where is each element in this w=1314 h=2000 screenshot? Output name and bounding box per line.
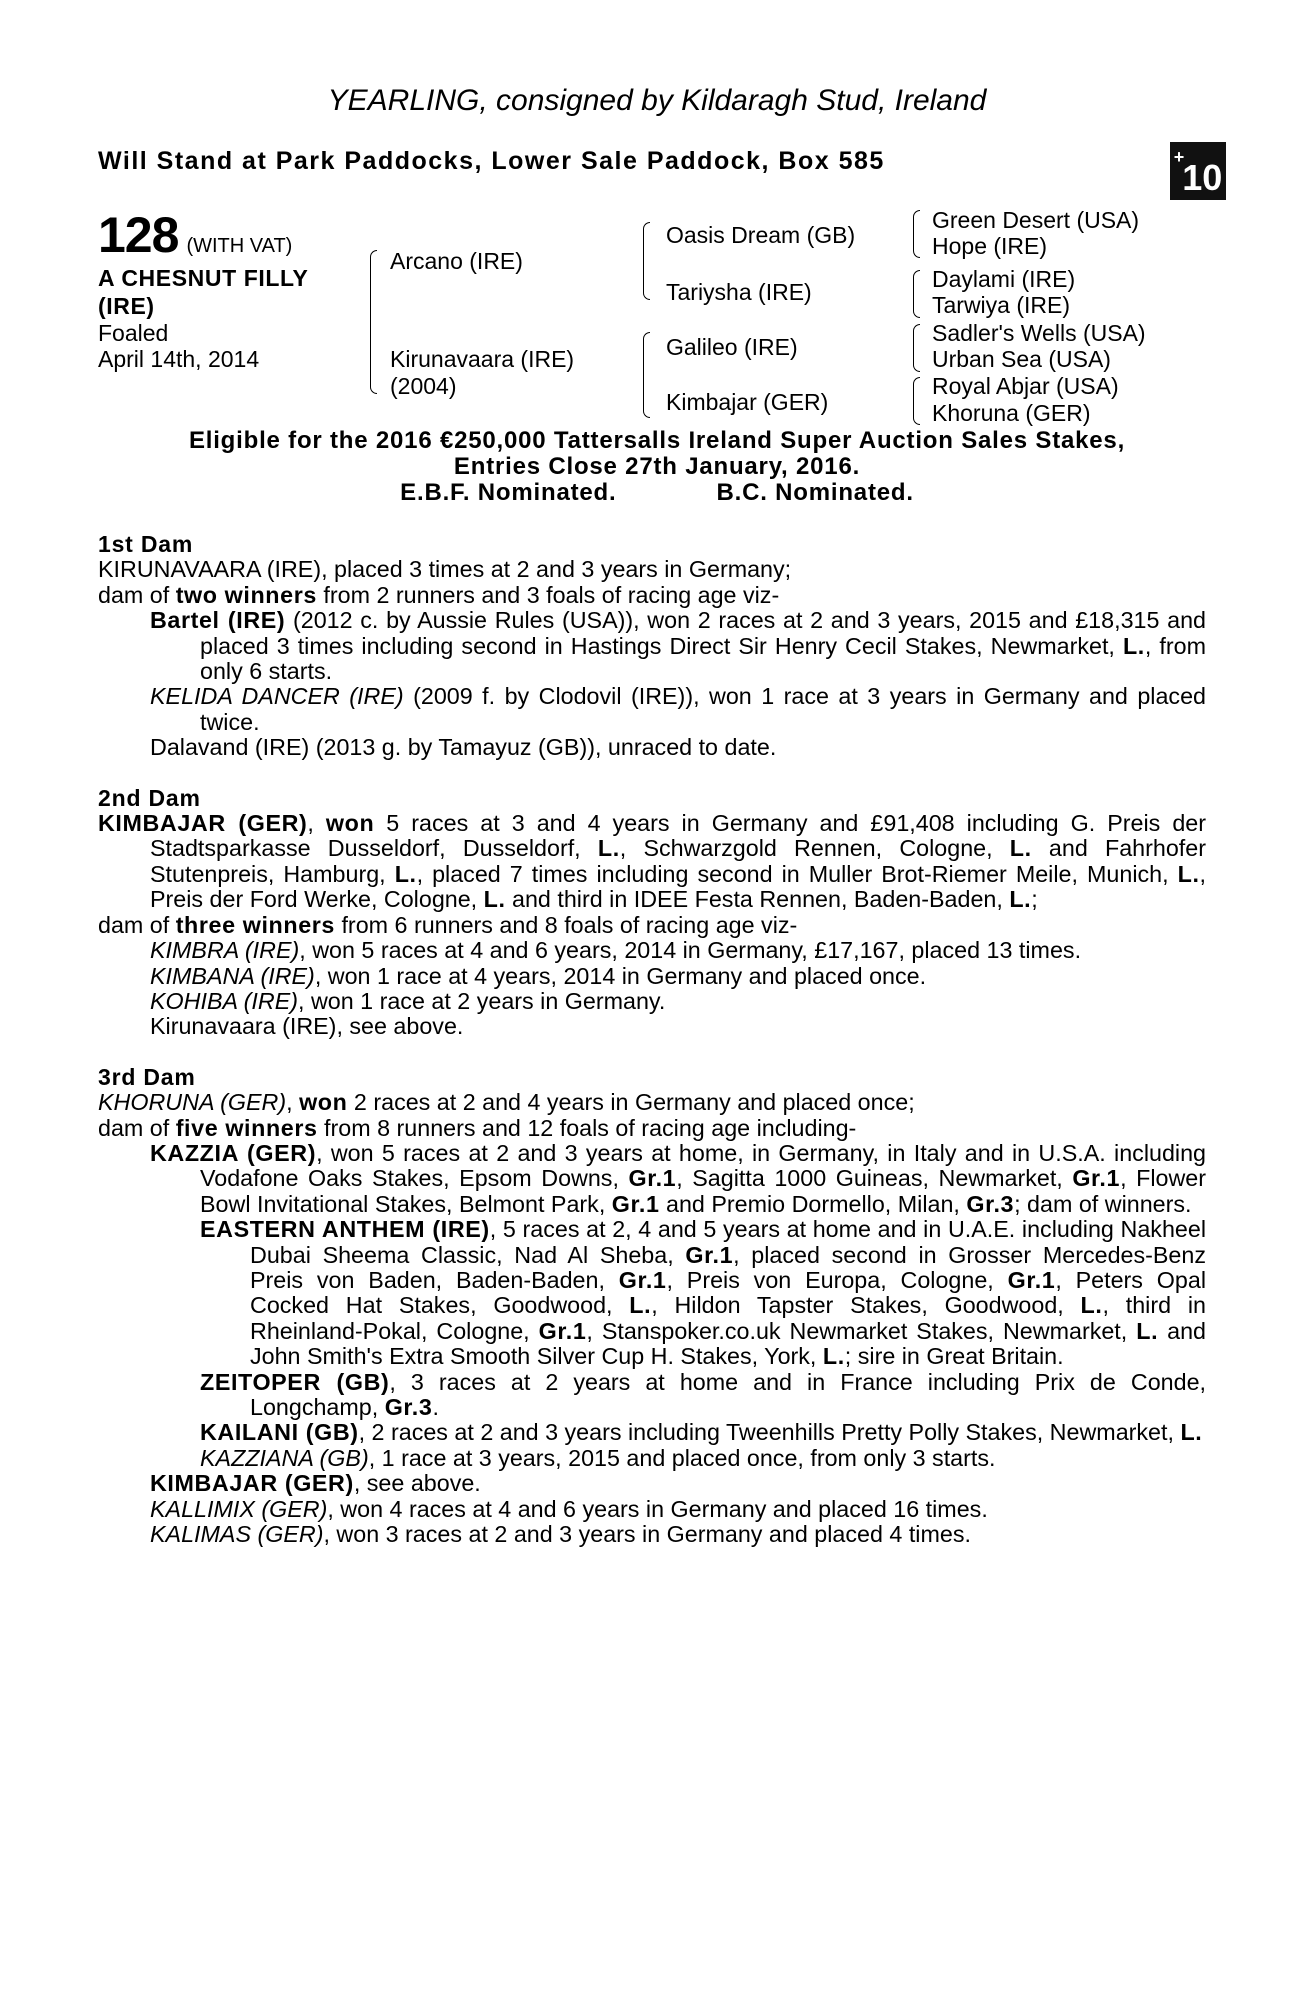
bc-nominated: B.C. Nominated. xyxy=(716,479,914,506)
produce-kazzia xyxy=(98,1141,1206,1217)
text: , placed 7 times including second in Muller Brot-Riemer Meile, Munich, xyxy=(416,860,1178,887)
text: . xyxy=(432,1394,439,1420)
pedigree-brace-ss xyxy=(913,210,920,258)
group1-mark: Gr.1 xyxy=(618,1266,667,1293)
horse-name: KAILANI (GB) xyxy=(200,1419,359,1446)
text: , third in Rheinland-Pokal, Cologne, xyxy=(250,1292,1206,1344)
horse-name: KALIMAS (GER) xyxy=(150,1521,324,1548)
listed-mark: L. xyxy=(483,886,506,913)
text: and John Smith's Extra Smooth Silver Cup H. Stakes, York, xyxy=(250,1317,1206,1370)
pedigree-sire-dam: Tariysha (IRE) xyxy=(666,279,812,305)
listed-mark: L. xyxy=(394,860,417,887)
pedigree-ddd: Khoruna (GER) xyxy=(932,400,1091,426)
group1-mark: Gr.1 xyxy=(538,1317,587,1344)
produce-kallimix xyxy=(98,1497,1206,1522)
horse-name: KIMBAJAR (GER) xyxy=(150,1470,354,1497)
text: dam of xyxy=(98,581,176,608)
third-dam-produce-summary xyxy=(98,1116,1206,1141)
text: , won 1 race at 2 years in Germany. xyxy=(298,987,666,1014)
first-dam-produce-summary xyxy=(98,583,1206,608)
produce-kazziana xyxy=(98,1446,1206,1471)
text: , Preis von Europa, Cologne, xyxy=(666,1266,1008,1293)
second-dam-record xyxy=(98,811,1206,913)
ebf-nominated: E.B.F. Nominated. xyxy=(400,479,617,506)
first-dam-heading: 1st Dam xyxy=(98,531,194,557)
text: 2 races at 2 and 4 years in Germany and placed once; xyxy=(347,1089,915,1116)
listed-mark: L. xyxy=(1180,1419,1203,1446)
horse-name: Bartel (IRE) xyxy=(150,607,286,634)
winners-count: three winners xyxy=(175,911,335,938)
foaled-info xyxy=(98,320,259,372)
text: dam of xyxy=(98,911,176,938)
pedigree-brace-ds xyxy=(913,324,920,372)
lot-number: 128 xyxy=(98,207,179,263)
text: , xyxy=(286,1089,300,1116)
listed-mark: L. xyxy=(1136,1317,1159,1344)
text: from 8 runners and 12 foals of racing age including- xyxy=(317,1114,857,1141)
group1-mark: Gr.1 xyxy=(685,1241,734,1268)
text: from 6 runners and 8 foals of racing age viz- xyxy=(334,911,798,938)
text: dam of xyxy=(98,1114,176,1141)
text: , won 1 race at 4 years, 2014 in Germany and placed once. xyxy=(314,962,927,989)
pedigree-dam: Kirunavaara (IRE) xyxy=(390,346,575,372)
text: (2009 f. by Clodovil (IRE)), won 1 race at 3 years in Germany and placed twice. xyxy=(200,683,1206,735)
produce-kalimas xyxy=(98,1522,1206,1547)
eligibility-line1: Eligible for the 2016 €250,000 Tattersalls Ireland Super Auction Sales Stakes, xyxy=(188,427,1126,454)
text: , Preis der Ford Werke, Cologne, xyxy=(150,860,1206,913)
text: ; sire in Great Britain. xyxy=(844,1343,1064,1370)
text: , won 3 races at 2 and 3 years in Germany and placed 4 times. xyxy=(323,1521,971,1548)
produce-kirunavaara: Kirunavaara (IRE), see above. xyxy=(150,1013,464,1040)
text: , 1 race at 3 years, 2015 and placed once, from only 3 starts. xyxy=(368,1444,996,1471)
text: ; dam of winners. xyxy=(1014,1190,1192,1217)
listed-mark: L. xyxy=(1122,632,1145,659)
horse-name: KIMBRA (IRE) xyxy=(150,937,300,964)
group1-mark: Gr.1 xyxy=(611,1190,660,1217)
horse-name: KOHIBA (IRE) xyxy=(150,987,298,1014)
listed-mark: L. xyxy=(597,835,620,862)
text: and third in IDEE Festa Rennen, Baden-Baden, xyxy=(505,886,1010,913)
text: , 3 races at 2 years at home and in France including Prix de Conde, Longchamp, xyxy=(250,1368,1206,1420)
text: , Flower Bowl Invitational Stakes, Belmont Park, xyxy=(200,1165,1206,1217)
horse-name: KIMBANA (IRE) xyxy=(150,962,315,989)
text: and Premio Dormello, Milan, xyxy=(659,1190,967,1217)
pedigree-sds: Daylami (IRE) xyxy=(932,266,1076,292)
text: , Hildon Tapster Stakes, Goodwood, xyxy=(651,1292,1081,1319)
foaled-label: Foaled xyxy=(98,320,169,346)
text: , 5 races at 2, 4 and 5 years at home and in U.A.E. including Nakheel Dubai Sheema Classic, Nad Al Sheba, xyxy=(250,1216,1206,1268)
group1-mark: Gr.1 xyxy=(1007,1266,1056,1293)
listed-mark: L. xyxy=(822,1343,845,1370)
lot-title-line2: (IRE) xyxy=(98,293,155,319)
text: 5 races at 3 and 4 years in Germany and £91,408 including G. Preis der Stadtsparkasse Dusseldorf, Dusseldorf, xyxy=(150,810,1206,862)
pedigree-dds: Royal Abjar (USA) xyxy=(932,373,1119,399)
produce-kelida-dancer xyxy=(98,684,1206,735)
produce-kailani xyxy=(98,1420,1206,1445)
listed-mark: L. xyxy=(1177,860,1200,887)
pedigree-ssd: Hope (IRE) xyxy=(932,233,1048,259)
foaled-date: April 14th, 2014 xyxy=(98,346,260,372)
text: , Sagitta 1000 Guineas, Newmarket, xyxy=(676,1165,1073,1192)
produce-eastern-anthem xyxy=(98,1217,1206,1369)
produce-kimbra xyxy=(98,938,1206,963)
produce-kimbajar xyxy=(98,1471,1206,1496)
group1-mark: Gr.1 xyxy=(1072,1165,1121,1192)
listed-mark: L. xyxy=(1080,1292,1103,1319)
eligibility-block xyxy=(0,428,1314,506)
horse-name: EASTERN ANTHEM (IRE) xyxy=(200,1216,490,1243)
pedigree-dam-sire: Galileo (IRE) xyxy=(666,334,798,360)
third-dam-heading: 3rd Dam xyxy=(98,1063,196,1090)
text: , from only 6 starts. xyxy=(200,632,1206,685)
second-dam-heading: 2nd Dam xyxy=(98,784,201,811)
listed-mark: L. xyxy=(1009,835,1032,862)
text: , placed second in Grosser Mercedes-Benz Preis von Baden, Baden-Baden, xyxy=(250,1241,1206,1293)
plus-ten-badge xyxy=(1170,142,1226,200)
listed-mark: L. xyxy=(1009,886,1032,913)
text: ; xyxy=(1031,886,1038,913)
text: , won 5 races at 4 and 6 years, 2014 in Germany, £17,167, placed 13 times. xyxy=(299,937,1082,964)
pedigree-brace-dam xyxy=(643,332,650,418)
won-label: won xyxy=(299,1089,348,1116)
text: and Fahrhofer Stutenpreis, Hamburg, xyxy=(150,835,1206,887)
produce-kohiba xyxy=(98,989,1206,1014)
text: , 2 races at 2 and 3 years including Tweenhills Pretty Polly Stakes, Newmarket, xyxy=(358,1419,1181,1446)
horse-name: KHORUNA (GER) xyxy=(98,1089,287,1116)
lot-title-line1: A CHESNUT FILLY xyxy=(98,265,309,291)
nominations xyxy=(0,480,1314,506)
horse-name: KAZZIA (GER) xyxy=(150,1139,317,1166)
text: , won 5 races at 2 and 3 years at home, in Germany, in Italy and in U.S.A. including Vodafone Oaks Stakes, Epsom Downs, xyxy=(200,1139,1206,1192)
pedigree-dss: Sadler's Wells (USA) xyxy=(932,320,1146,346)
text: , xyxy=(307,810,326,837)
catalogue-body xyxy=(98,532,1206,1547)
text: from 2 runners and 3 foals of racing age viz- xyxy=(316,581,780,608)
pedigree-sire-sire: Oasis Dream (GB) xyxy=(666,222,856,248)
text: , Stanspoker.co.uk Newmarket Stakes, Newmarket, xyxy=(586,1317,1137,1344)
pedigree-sdd: Tarwiya (IRE) xyxy=(932,292,1071,318)
won-label: won xyxy=(325,810,375,837)
page-subtitle: YEARLING, consigned by Kildaragh Stud, Ireland xyxy=(327,84,987,117)
pedigree-brace-dd xyxy=(913,377,920,425)
produce-zeitoper xyxy=(98,1370,1206,1421)
text: , won 4 races at 4 and 6 years in Germany and placed 16 times. xyxy=(327,1495,988,1522)
eligibility-line2: Entries Close 27th January, 2016. xyxy=(453,453,861,480)
group3-mark: Gr.3 xyxy=(384,1394,433,1420)
badge-number: 10 xyxy=(1182,157,1223,198)
winners-count: two winners xyxy=(175,581,317,608)
group3-mark: Gr.3 xyxy=(966,1190,1015,1217)
horse-name: ZEITOPER (GB) xyxy=(200,1368,390,1395)
stand-location: Will Stand at Park Paddocks, Lower Sale Paddock, Box 585 xyxy=(98,147,885,175)
pedigree-brace-sire xyxy=(643,222,650,300)
horse-name: KELIDA DANCER (IRE) xyxy=(150,683,404,710)
produce-bartel xyxy=(98,608,1206,684)
group1-mark: Gr.1 xyxy=(628,1165,677,1192)
pedigree-dam-dam: Kimbajar (GER) xyxy=(666,389,829,415)
horse-name: KIMBAJAR (GER) xyxy=(98,810,308,837)
produce-kimbana xyxy=(98,964,1206,989)
pedigree-dsd: Urban Sea (USA) xyxy=(932,346,1111,372)
pedigree-brace-gen1 xyxy=(370,250,377,394)
text: , see above. xyxy=(353,1470,481,1497)
pedigree-sss: Green Desert (USA) xyxy=(932,207,1140,233)
second-dam-produce-summary xyxy=(98,913,1206,938)
badge-plus: + xyxy=(1173,147,1185,167)
lot-title xyxy=(98,264,378,320)
first-dam-intro: KIRUNAVAARA (IRE), placed 3 times at 2 and 3 years in Germany; xyxy=(98,556,792,583)
pedigree-brace-sd xyxy=(913,270,920,318)
horse-name: KALLIMIX (GER) xyxy=(150,1495,328,1522)
text: , Peters Opal Cocked Hat Stakes, Goodwood, xyxy=(250,1266,1206,1319)
pedigree-dam-year: (2004) xyxy=(390,373,457,399)
text: , Schwarzgold Rennen, Cologne, xyxy=(619,835,1010,862)
third-dam-record xyxy=(98,1090,1206,1115)
listed-mark: L. xyxy=(629,1292,652,1319)
text: (2012 c. by Aussie Rules (USA)), won 2 races at 2 and 3 years, 2015 and £18,315 and placed 3 times including second in Hastings Direct Sir Henry Cecil Stakes, Newmarket, xyxy=(200,607,1206,659)
pedigree-sire: Arcano (IRE) xyxy=(390,248,523,274)
winners-count: five winners xyxy=(175,1114,318,1141)
horse-name: KAZZIANA (GB) xyxy=(200,1444,369,1471)
produce-dalavand: Dalavand (IRE) (2013 g. by Tamayuz (GB)), unraced to date. xyxy=(150,734,777,761)
vat-label: (WITH VAT) xyxy=(186,235,293,257)
